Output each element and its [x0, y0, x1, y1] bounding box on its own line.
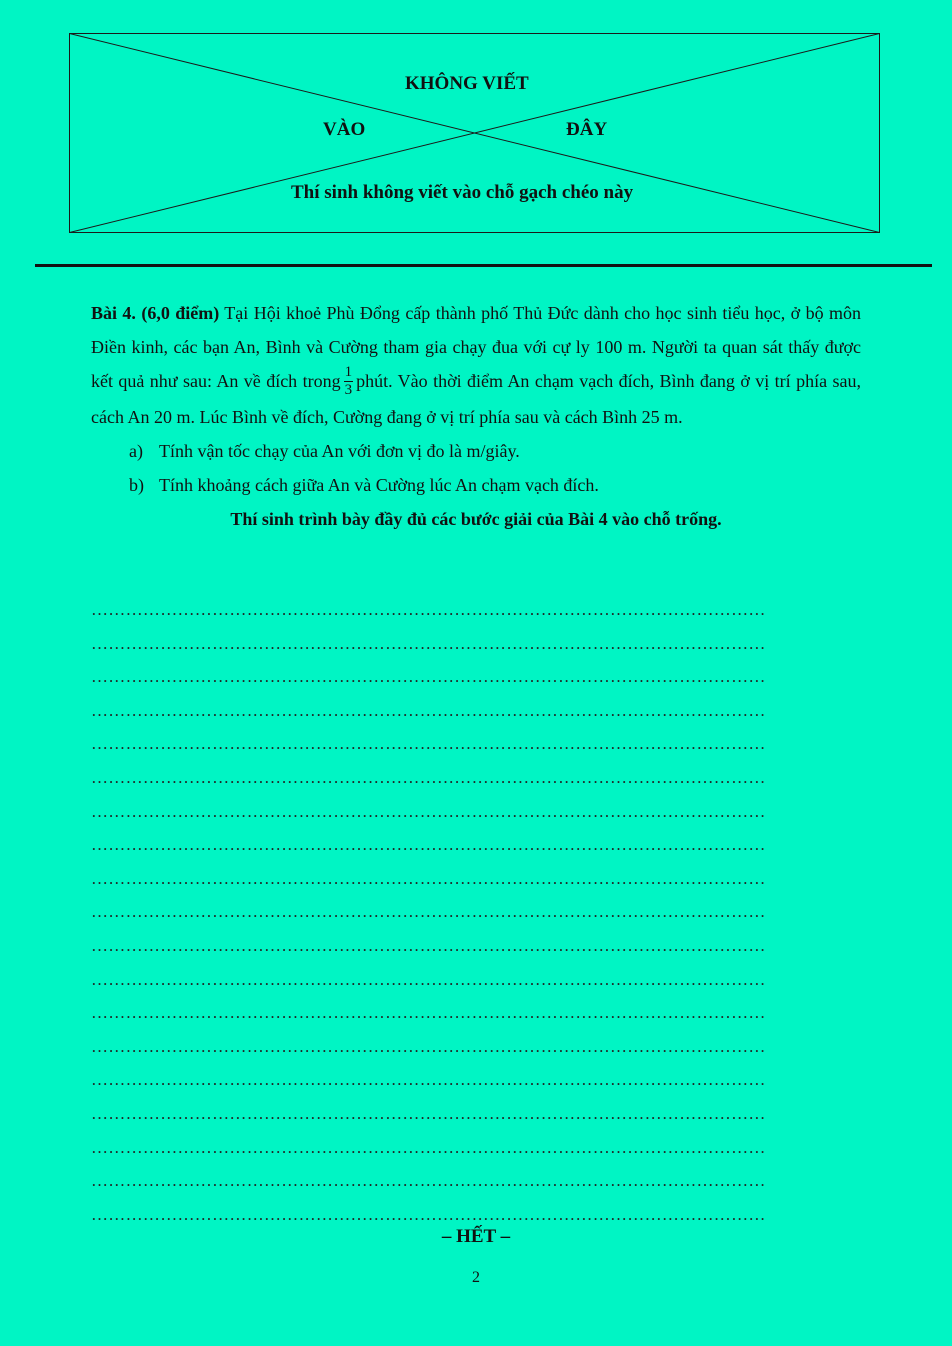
problem-text-part1: Tại Hội khoẻ Phù Đổng cấp thành phố Thủ Đức dành cho học sinh tiểu học, ở bộ môn Điền kinh, các bạn An, Bình và Cường tham gia chạy đua với cự ly 100 m. Người ta quan sát thấy được kết quả như sau: An về đích trong	[91, 303, 861, 391]
section-divider	[35, 264, 932, 267]
end-mark: – HẾT –	[441, 1226, 511, 1247]
answer-line[interactable]: ………………………………………………………………………………………………………	[91, 1171, 766, 1191]
fraction-numerator: 1	[344, 364, 353, 381]
answer-line[interactable]: ………………………………………………………………………………………………………	[91, 1137, 766, 1157]
sub-question-text: Tính khoảng cách giữa An và Cường lúc An chạm vạch đích.	[159, 475, 599, 496]
answer-line[interactable]: ………………………………………………………………………………………………………	[91, 1204, 766, 1224]
problem-statement	[91, 296, 861, 434]
sub-question-marker: a)	[129, 441, 143, 462]
problem-section	[91, 296, 861, 536]
answer-line[interactable]: ………………………………………………………………………………………………………	[91, 902, 766, 922]
answer-line[interactable]: ………………………………………………………………………………………………………	[91, 600, 766, 619]
answer-line[interactable]: ………………………………………………………………………………………………………	[91, 1103, 766, 1123]
answer-line[interactable]: ………………………………………………………………………………………………………	[91, 1070, 766, 1090]
sub-question-b	[91, 468, 861, 502]
sub-question-text: Tính vận tốc chạy của An với đơn vị đo là m/giây.	[159, 441, 520, 462]
fraction-one-third	[344, 364, 354, 399]
page-number: 2	[472, 1269, 480, 1286]
answer-line[interactable]: ………………………………………………………………………………………………………	[91, 1003, 766, 1023]
answer-line[interactable]: ………………………………………………………………………………………………………	[91, 801, 766, 821]
answer-line[interactable]: ………………………………………………………………………………………………………	[91, 700, 766, 720]
answer-area[interactable]	[91, 593, 859, 1231]
answer-line[interactable]: ………………………………………………………………………………………………………	[91, 868, 766, 888]
sub-question-marker: b)	[129, 475, 144, 496]
problem-text-part2: phút. Vào thời điểm An chạm vạch đích, Bình đang ở vị trí phía sau, cách An 20 m. Lúc Bình về đích, Cường đang ở vị trí phía sau và cách Bình 25 m.	[91, 371, 861, 428]
no-write-word-left: VÀO	[323, 119, 366, 140]
fraction-denominator: 3	[344, 382, 353, 399]
answer-instruction: Thí sinh trình bày đầy đủ các bước giải của Bài 4 vào chỗ trống.	[230, 509, 722, 530]
no-write-box	[69, 33, 880, 233]
answer-line[interactable]: ………………………………………………………………………………………………………	[91, 667, 766, 687]
answer-line[interactable]: ………………………………………………………………………………………………………	[91, 935, 766, 955]
answer-line[interactable]: ………………………………………………………………………………………………………	[91, 835, 766, 855]
no-write-word-right: ĐÂY	[566, 119, 608, 140]
no-write-note: Thí sinh không viết vào chỗ gạch chéo này	[291, 182, 634, 203]
answer-line[interactable]: ………………………………………………………………………………………………………	[91, 1036, 766, 1056]
answer-line[interactable]: ………………………………………………………………………………………………………	[91, 633, 766, 653]
answer-line[interactable]: ………………………………………………………………………………………………………	[91, 969, 766, 989]
sub-question-a	[91, 434, 861, 468]
problem-heading: Bài 4. (6,0 điểm)	[91, 303, 220, 323]
answer-line[interactable]: ………………………………………………………………………………………………………	[91, 734, 766, 754]
answer-line[interactable]: ………………………………………………………………………………………………………	[91, 767, 766, 787]
no-write-label: KHÔNG VIẾT	[405, 73, 529, 94]
